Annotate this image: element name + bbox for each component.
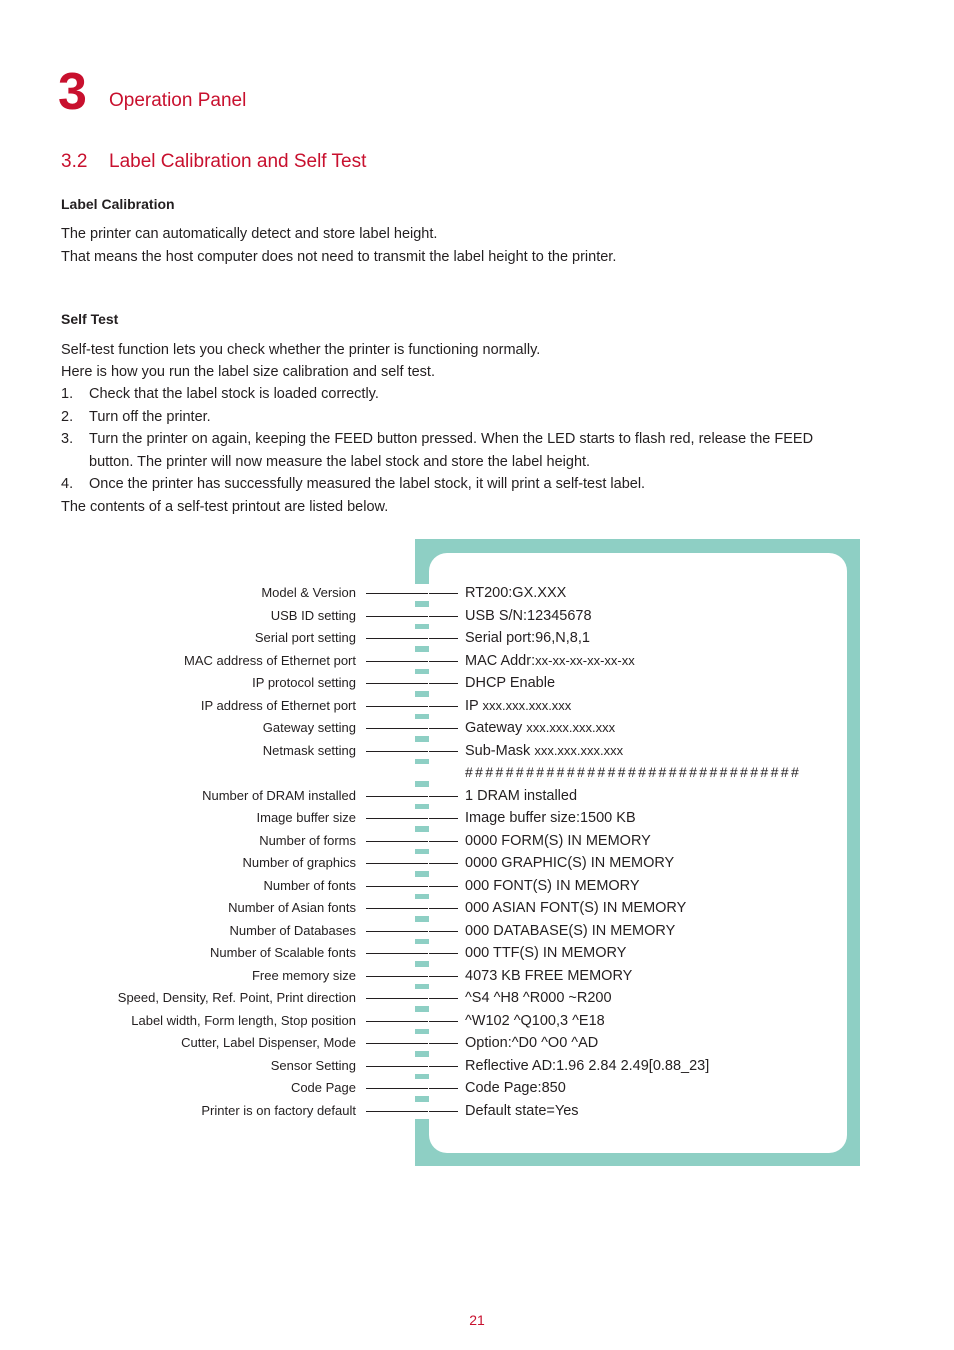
- printout-field-value: [465, 809, 636, 827]
- connector-line: [429, 841, 458, 842]
- step-text: Check that the label stock is loaded correctly.: [89, 386, 379, 402]
- printout-value-text: ^S4 ^H8 ^R000 ~R200: [465, 990, 612, 1006]
- printout-field-value: [465, 719, 615, 737]
- connector-line: [366, 1111, 428, 1112]
- connector-line: [366, 661, 428, 662]
- printout-field-value: [465, 652, 635, 670]
- connector-line: [429, 863, 458, 864]
- connector-line: [366, 706, 428, 707]
- printout-field-label: Speed, Density, Ref. Point, Print direction: [117, 990, 356, 1005]
- printout-field-value: [465, 877, 640, 895]
- connector-line: [366, 998, 428, 999]
- printout-field-value: [465, 697, 571, 715]
- label-calibration-line-2: That means the host computer does not need to transmit the label height to the printer.: [61, 249, 617, 265]
- connector-line: [366, 796, 428, 797]
- section-heading: [61, 149, 366, 175]
- connector-line: [366, 818, 428, 819]
- printout-field-value: [465, 899, 686, 917]
- printout-field-value: [465, 1079, 566, 1097]
- printout-field-label: USB ID setting: [270, 607, 356, 623]
- printout-value-text: ^W102 ^Q100,3 ^E18: [465, 1012, 605, 1029]
- connector-line: [366, 886, 428, 887]
- self-test-intro-1: Self-test function lets you check whether the printer is functioning normally.: [61, 342, 541, 358]
- printout-field-value: [465, 944, 626, 962]
- printout-separator: #################################: [465, 764, 802, 780]
- connector-line: [429, 886, 458, 887]
- connector-line: [429, 616, 458, 617]
- printout-field-value: [465, 584, 566, 602]
- step-number: 4.: [61, 476, 74, 492]
- connector-line: [429, 1066, 458, 1067]
- step-number: 2.: [61, 408, 74, 425]
- printout-field-label: Free memory size: [251, 967, 356, 983]
- self-test-heading: Self Test: [61, 311, 119, 327]
- printout-value-text: 0000 FORM(S) IN MEMORY: [465, 832, 651, 849]
- printout-value-text: DHCP Enable: [465, 675, 556, 691]
- printout-field-value: [465, 922, 675, 940]
- connector-line: [429, 728, 458, 729]
- printout-value-placeholder: xxx.xxx.xxx.xxx: [534, 742, 624, 758]
- printout-value-text: Image buffer size:1500 KB: [465, 810, 636, 826]
- printout-field-label: Printer is on factory default: [201, 1102, 356, 1118]
- printout-field-value: [465, 989, 612, 1007]
- printout-value-text: IP: [465, 697, 483, 714]
- printout-field-label: Number of Scalable fonts: [210, 945, 356, 960]
- printout-field-label: Number of Databases: [229, 922, 356, 938]
- printout-field-label: Number of DRAM installed: [202, 787, 356, 803]
- connector-line: [429, 796, 458, 797]
- printout-field-value: [465, 787, 577, 805]
- printout-value-text: MAC Addr:: [465, 652, 536, 669]
- connector-line: [429, 953, 458, 954]
- section-title: Label Calibration and Self Test: [109, 151, 367, 172]
- printout-field-value: [465, 629, 590, 647]
- connector-line: [429, 1021, 458, 1022]
- connector-line: [429, 638, 458, 639]
- printout-value-text: Code Page:850: [465, 1080, 566, 1096]
- self-test-steps: [61, 383, 861, 496]
- connector-line: [429, 593, 458, 594]
- printout-field-value: [465, 1012, 605, 1030]
- printout-value-text: USB S/N:12345678: [465, 607, 592, 624]
- printout-field-value: [465, 607, 592, 625]
- printout-field-value: [465, 967, 632, 985]
- connector-line: [429, 931, 458, 932]
- connector-line: [366, 1066, 428, 1067]
- printout-field-label: Number of graphics: [242, 855, 356, 870]
- printout-field-value: [465, 1034, 598, 1052]
- printout-field-label: Number of forms: [259, 832, 356, 848]
- chapter-title: Operation Panel: [109, 90, 247, 111]
- step-text: Once the printer has successfully measured the label stock, it will print a self-test label.: [89, 476, 646, 492]
- connector-line: [429, 706, 458, 707]
- step-text: Turn the printer on again, keeping the FEED button pressed. When the LED starts to flash red, release the FEED button. The printer will now measure the label stock and store the label height.: [89, 431, 814, 470]
- printout-value-text: 000 DATABASE(S) IN MEMORY: [465, 922, 676, 939]
- step-text: Turn off the printer.: [89, 408, 211, 425]
- printout-value-text: 000 ASIAN FONT(S) IN MEMORY: [465, 900, 687, 916]
- printout-field-label: IP protocol setting: [252, 675, 356, 690]
- self-test-intro-2: Here is how you run the label size calibration and self test.: [61, 364, 435, 380]
- printout-value-placeholder: xx-xx-xx-xx-xx-xx: [535, 652, 635, 668]
- edge-tick: [415, 764, 429, 781]
- label-calibration-heading: Label Calibration: [61, 196, 175, 212]
- printout-value-text: 000 TTF(S) IN MEMORY: [465, 945, 627, 961]
- page-number: 21: [469, 1312, 485, 1328]
- printout-value-text: 4073 KB FREE MEMORY: [465, 967, 633, 984]
- printout-field-value: [465, 1102, 579, 1120]
- printout-value-text: Option:^D0 ^O0 ^AD: [465, 1035, 599, 1051]
- printout-value-text: Reflective AD:1.96 2.84 2.49[0.88_23]: [465, 1057, 710, 1074]
- connector-line: [366, 841, 428, 842]
- connector-line: [366, 953, 428, 954]
- printout-field-label: Sensor Setting: [270, 1057, 356, 1073]
- connector-line: [429, 976, 458, 977]
- connector-line: [429, 683, 458, 684]
- chapter-number: 3: [58, 63, 87, 121]
- step-item: [61, 383, 861, 406]
- printout-value-text: 0000 GRAPHIC(S) IN MEMORY: [465, 855, 675, 871]
- printout-field-label: Netmask setting: [262, 742, 356, 758]
- connector-line: [366, 638, 428, 639]
- connector-line: [429, 908, 458, 909]
- printout-field-label: MAC address of Ethernet port: [184, 652, 356, 668]
- printout-field-label: Image buffer size: [256, 810, 356, 825]
- connector-line: [366, 931, 428, 932]
- connector-line: [366, 1021, 428, 1022]
- printout-field-value: [465, 1057, 709, 1075]
- printout-field-label: Serial port setting: [254, 630, 356, 645]
- printout-field-label: Label width, Form length, Stop position: [131, 1012, 356, 1028]
- connector-line: [429, 1088, 458, 1089]
- self-test-outro: The contents of a self-test printout are listed below.: [61, 499, 389, 515]
- connector-line: [429, 998, 458, 999]
- printout-value-text: Default state=Yes: [465, 1102, 579, 1119]
- printout-field-value: [465, 832, 651, 850]
- connector-line: [366, 1088, 428, 1089]
- printout-value-placeholder: xxx.xxx.xxx.xxx: [526, 720, 616, 735]
- printout-field-label: Cutter, Label Dispenser, Mode: [181, 1035, 356, 1050]
- printout-field-label: Number of fonts: [263, 877, 356, 893]
- connector-line: [366, 728, 428, 729]
- connector-line: [429, 1043, 458, 1044]
- connector-line: [366, 1043, 428, 1044]
- printout-field-value: [465, 742, 623, 760]
- connector-line: [366, 593, 428, 594]
- step-item: [61, 428, 861, 473]
- printout-field-label: Number of Asian fonts: [228, 900, 356, 915]
- label-calibration-line-1: The printer can automatically detect and store label height.: [61, 226, 438, 242]
- connector-line: [366, 616, 428, 617]
- connector-line: [366, 751, 428, 752]
- printout-value-text: Gateway: [465, 720, 527, 736]
- printout-field-value: [465, 674, 555, 692]
- printout-field-label: Model & Version: [261, 585, 356, 600]
- printout-value-text: Serial port:96,N,8,1: [465, 630, 590, 646]
- section-number: 3.2: [61, 151, 88, 172]
- printout-value-text: 000 FONT(S) IN MEMORY: [465, 877, 640, 894]
- printout-field-label: Gateway setting: [262, 720, 356, 735]
- connector-line: [429, 1111, 458, 1112]
- connector-line: [366, 976, 428, 977]
- connector-line: [366, 863, 428, 864]
- printout-field-label: IP address of Ethernet port: [200, 697, 356, 713]
- printout-value-text: Sub-Mask: [465, 742, 535, 759]
- step-item: [61, 473, 861, 496]
- printout-value-text: 1 DRAM installed: [465, 787, 578, 804]
- printout-value-text: RT200:GX.XXX: [465, 585, 567, 601]
- printout-value-placeholder: xxx.xxx.xxx.xxx: [482, 697, 572, 713]
- printout-field-value: [465, 854, 674, 872]
- step-number: 1.: [61, 386, 74, 402]
- step-item: [61, 406, 861, 429]
- connector-line: [366, 908, 428, 909]
- connector-line: [429, 751, 458, 752]
- printout-field-label: Code Page: [290, 1080, 356, 1095]
- connector-line: [429, 661, 458, 662]
- connector-line: [366, 683, 428, 684]
- connector-line: [429, 818, 458, 819]
- step-number: 3.: [61, 431, 74, 447]
